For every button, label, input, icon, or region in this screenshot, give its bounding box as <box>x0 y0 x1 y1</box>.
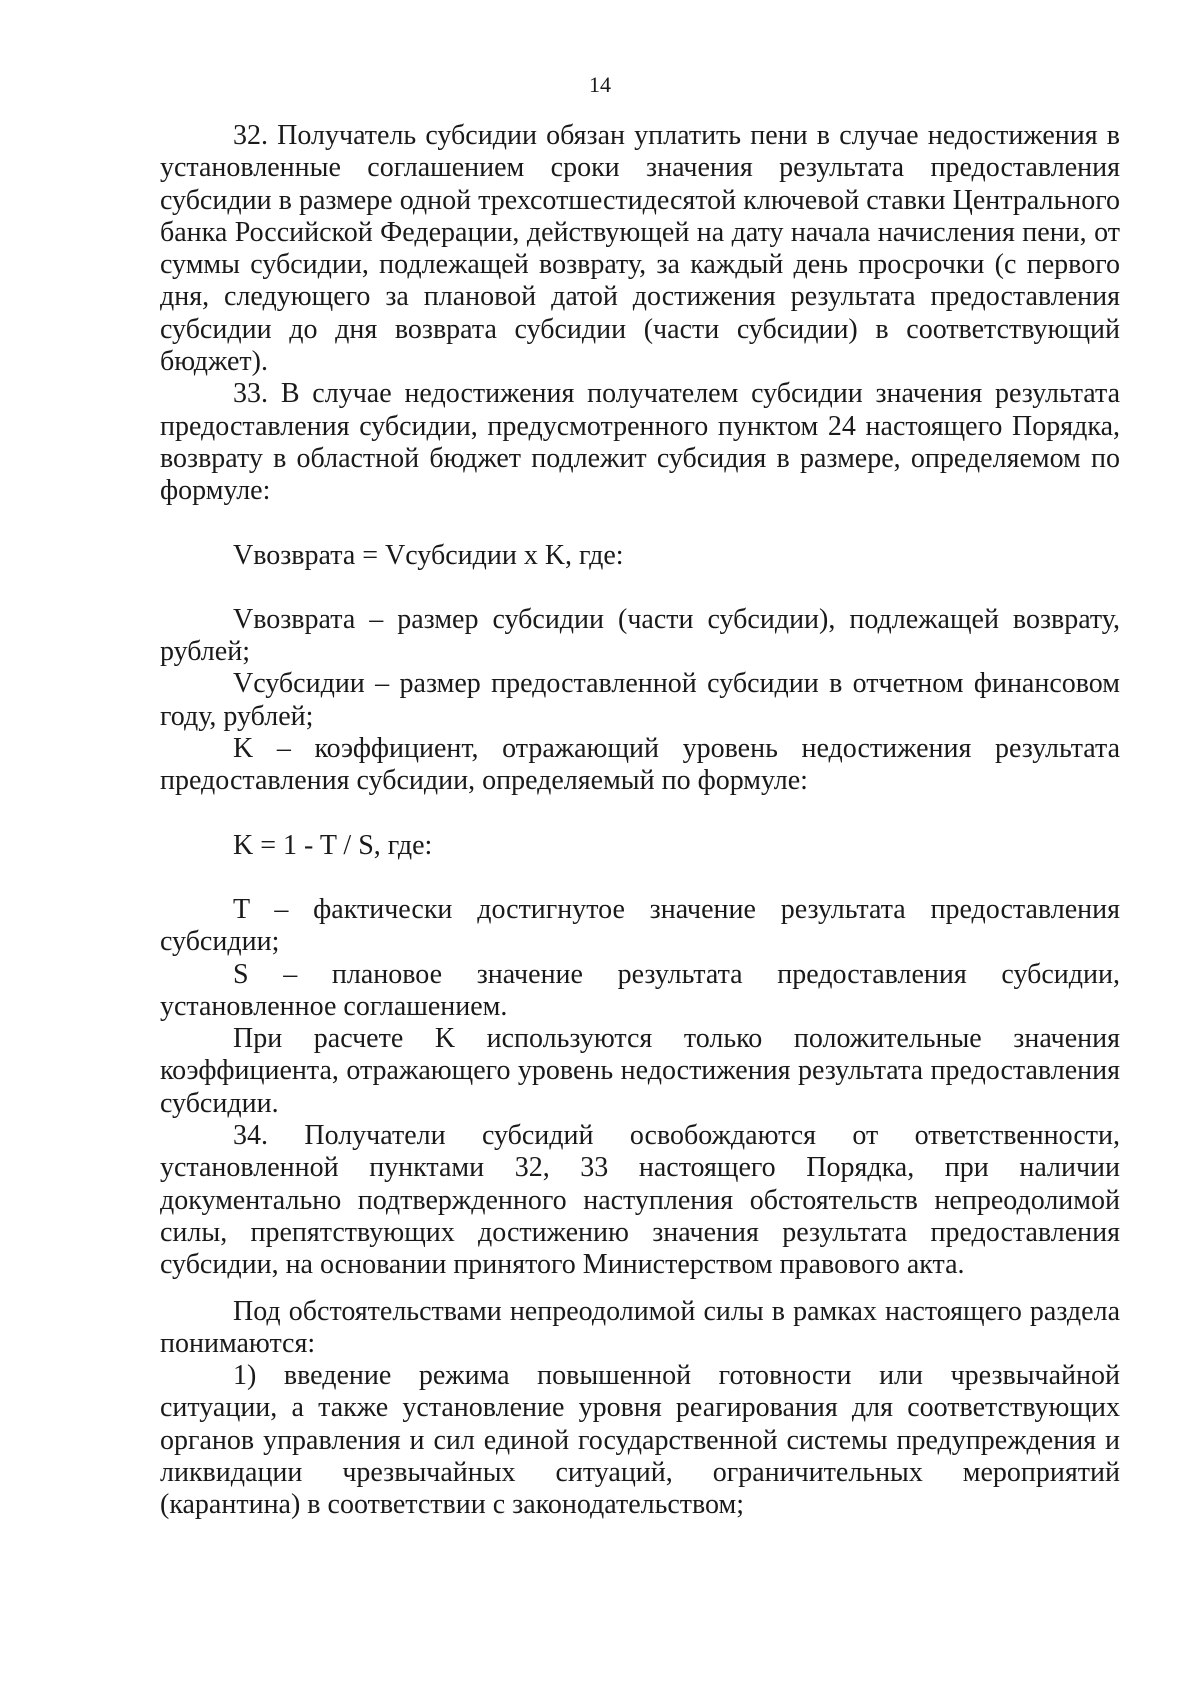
list-item-1: 1) введение режима повышенной готовности или чрезвычайной ситуации, а также установление уровня реагирования для соответствующих органов управления и сил единой государственной системы предупреждения и ликвидации чрезвычайных ситуаций, ограничительных мероприятий (карантина) в соответствии с законодательством; <box>160 1360 1120 1521</box>
definition-vvozvrata: Vвозврата – размер субсидии (части субсидии), подлежащей возврату, рублей; <box>160 603 1120 668</box>
formula-return-amount: Vвозврата = Vсубсидии x K, где: <box>233 539 624 571</box>
definition-vsubsidii: Vсубсидии – размер предоставленной субсидии в отчетном финансовом году, рублей; <box>160 668 1120 732</box>
definition-t: T – фактически достигнутое значение результата предоставления субсидии; <box>160 893 1120 958</box>
paragraph-33: 33. В случае недостижения получателем субсидии значения результата предоставления субсидии, предусмотренного пунктом 24 настоящего Порядка, возврату в областной бюджет подлежит субсидия в размере, определяемом по формуле: <box>160 378 1120 507</box>
coefficient-note: При расчете K используются только положительные значения коэффициента, отражающего уровень недостижения результата предоставления субсидии. <box>160 1023 1120 1119</box>
formula-coefficient: K = 1 - T / S, где: <box>233 829 433 861</box>
definition-k: K – коэффициент, отражающий уровень недостижения результата предоставления субсидии, определяемый по формуле: <box>160 733 1120 797</box>
page-number: 14 <box>589 72 611 97</box>
paragraph-32: 32. Получатель субсидии обязан уплатить пени в случае недостижения в установленные соглашением сроки значения результата предоставления субсидии в размере одной трехсотшестидесятой ключевой ставки Центрального банка Российской Федерации, действующей на дату начала начисления пени, от суммы субсидии, подлежащей возврату, за каждый день просрочки (с первого дня, следующего за плановой датой достижения результата предоставления субсидии до дня возврата субсидии (части субсидии) в соответствующий бюджет). <box>160 120 1120 378</box>
definition-s: S – плановое значение результата предоставления субсидии, установленное соглашением. <box>160 958 1120 1022</box>
document-body <box>160 120 1120 1522</box>
force-majeure-intro: Под обстоятельствами непреодолимой силы в рамках настоящего раздела понимаются: <box>160 1295 1120 1359</box>
paragraph-34: 34. Получатели субсидий освобождаются от ответственности, установленной пунктами 32, 33 настоящего Порядка, при наличии документально подтвержденного наступления обстоятельств непреодолимой силы, препятствующих достижению значения результата предоставления субсидии, на основании принятого Министерством правового акта. <box>160 1120 1120 1281</box>
